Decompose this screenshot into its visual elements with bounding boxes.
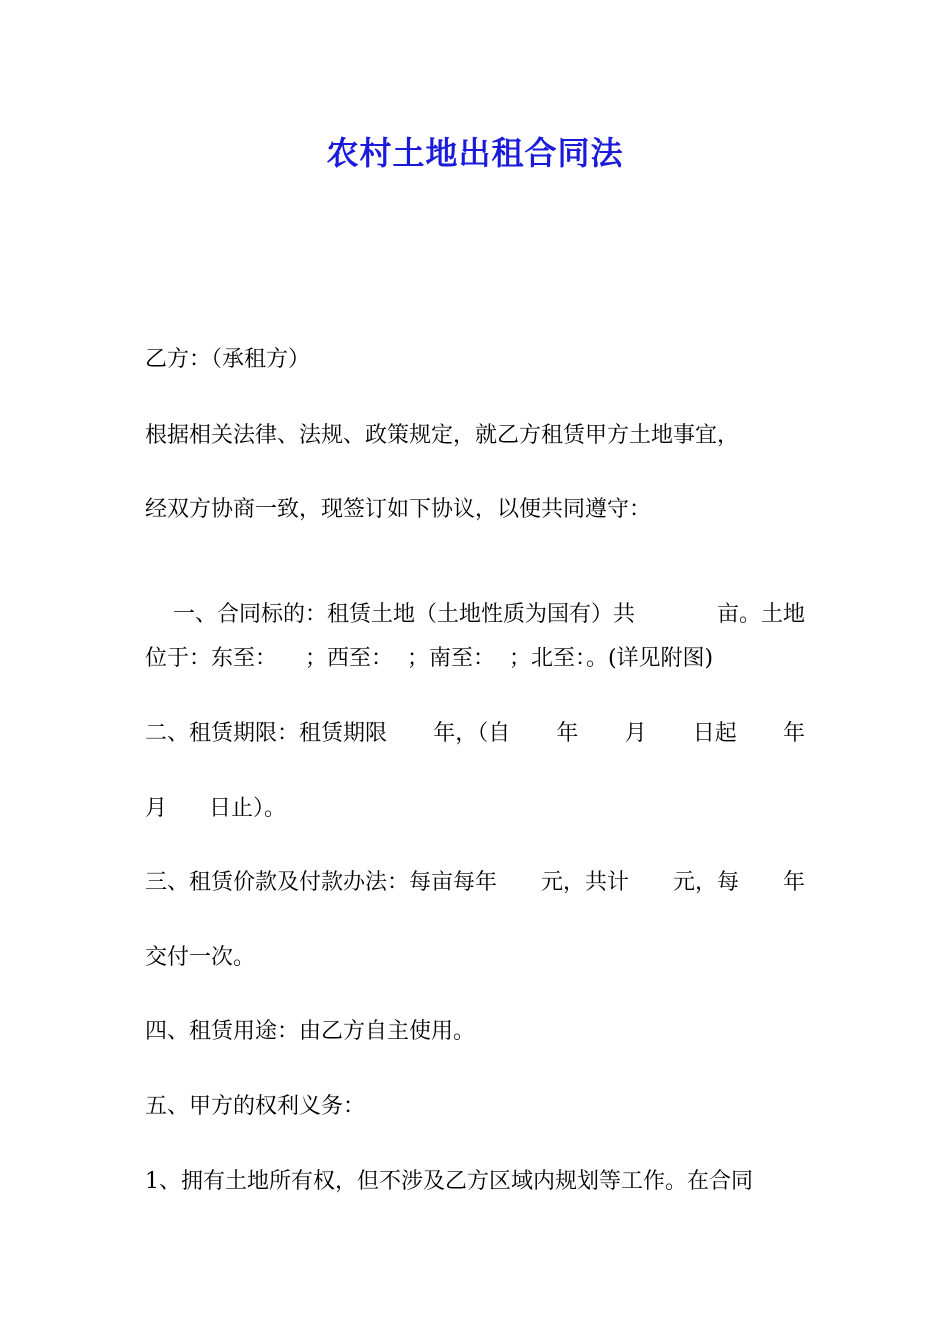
clause-2-end-year: 年 [782,721,805,746]
clause-3-every: 元，每 [672,870,739,895]
clause-4-line: 四、租赁用途：由乙方自主使用。 [145,1019,476,1044]
clause-2-start-year: 年 [556,721,579,746]
clause-2-line-1 [145,719,805,749]
preamble-line-1: 根据相关法律、法规、政策规定，就乙方租赁甲方土地事宜， [145,423,740,448]
clause-5-heading: 五、甲方的权利义务： [145,1094,366,1119]
clause-3-year: 年 [782,870,805,895]
clause-2-start-day: 日起 [692,721,737,746]
document-title: 农村土地出租合同法 [326,134,624,172]
clause-2-start-month: 月 [624,721,647,746]
clause-3-line-2: 交付一次。 [145,945,256,970]
clause-2-line-2: 月 日止）。 [145,796,286,821]
clause-2-text: 二、租赁期限：租赁期限 [145,721,388,746]
clause-1-unit: 亩。土地 [717,602,806,627]
clause-5-item-1: 1、拥有土地所有权，但不涉及乙方区域内规划等工作。在合同 [145,1169,753,1194]
clause-1-line-2: 位于：东至： ；西至： ；南至： ；北至：。(详见附图) [145,646,714,671]
party-b-line: 乙方：（承租方） [145,347,311,372]
clause-3-text: 三、租赁价款及付款办法：每亩每年 [145,870,498,895]
clause-1-text: 一、合同标的：租赁土地（土地性质为国有）共 [172,602,635,627]
preamble-line-2: 经双方协商一致，现签订如下协议，以便共同遵守： [145,497,652,522]
clause-3-total: 元，共计 [540,870,629,895]
clause-3-line-1 [145,868,805,898]
clause-2-year: 年，（自 [433,721,511,746]
